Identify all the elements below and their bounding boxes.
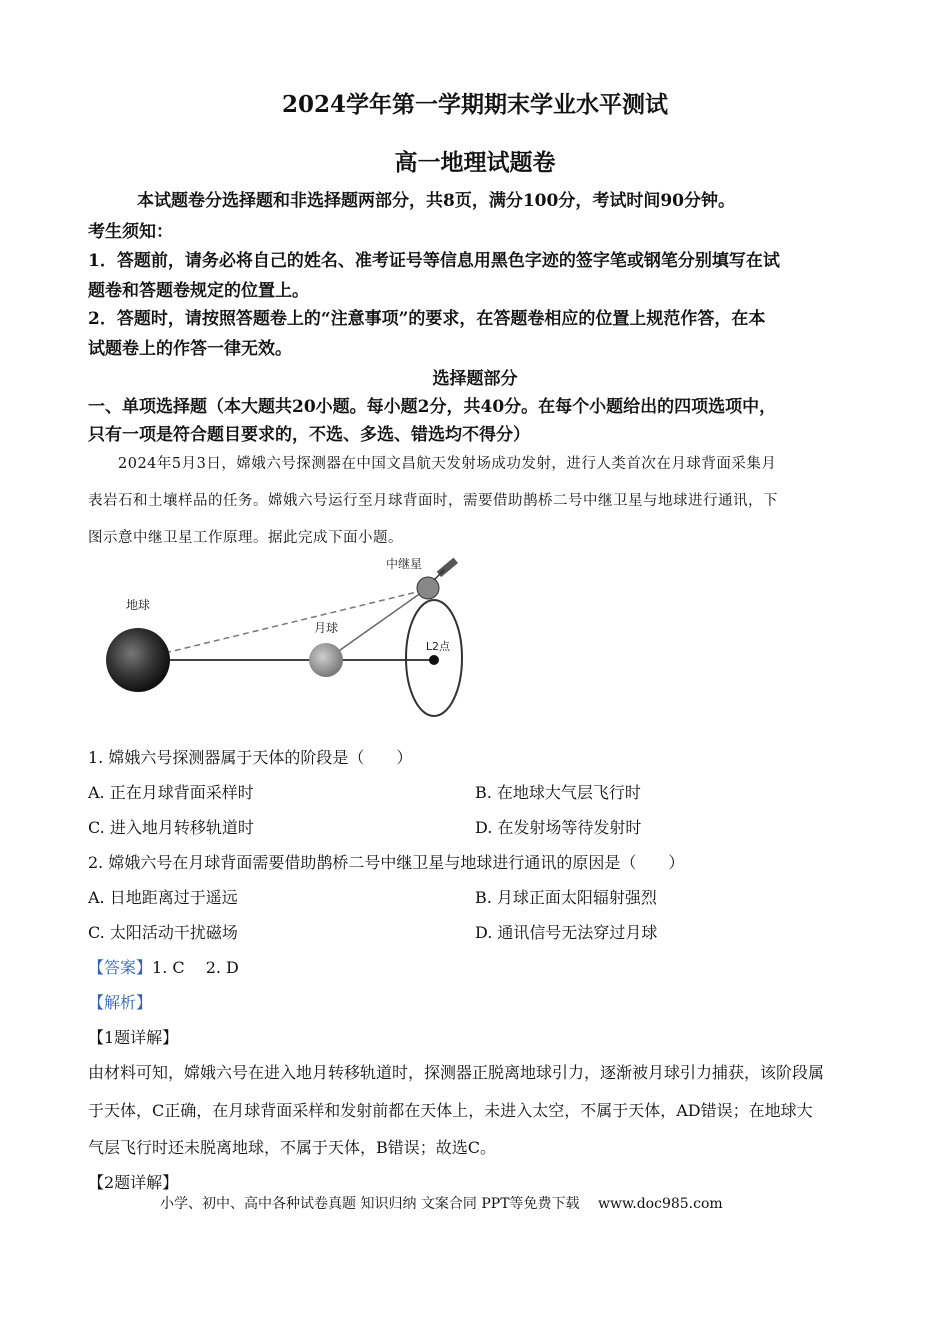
part-instructions: 只有一项是符合题目要求的，不选、多选、错选均不得分） [88, 425, 530, 445]
q1-detail-line: 于天体，C正确，在月球背面采样和发射前都在天体上，未进入太空，不属于天体，AD错误；在地球大 [88, 1101, 813, 1120]
question-1-option-d: D. 在发射场等待发射时 [475, 818, 642, 837]
question-1-option-c: C. 进入地月转移轨道时 [88, 818, 254, 837]
exam-subtitle: 高一地理试题卷 [394, 149, 556, 176]
earth-label: 地球 [125, 598, 151, 612]
notice-line: 试题卷上的作答一律无效。 [88, 339, 292, 359]
moon-label: 月球 [313, 621, 339, 635]
notice-heading: 考生须知： [88, 222, 173, 242]
question-2-option-b: B. 月球正面太阳辐射强烈 [475, 888, 657, 907]
question-2-stem: 2. 嫦娥六号在月球背面需要借助鹊桥二号中继卫星与地球进行通讯的原因是（ ） [88, 853, 685, 872]
notice-line: 2．答题时，请按照答题卷上的“注意事项”的要求，在答题卷相应的位置上规范作答，在本 [88, 309, 766, 329]
exam-title: 2024学年第一学期期末学业水平测试 [281, 91, 668, 118]
question-1-stem: 1. 嫦娥六号探测器属于天体的阶段是（ ） [88, 748, 413, 767]
relay-satellite-icon [417, 558, 458, 599]
relay-satellite-diagram [100, 550, 480, 726]
l2-point-icon [429, 655, 439, 665]
q1-detail-line: 由材料可知，嫦娥六号在进入地月转移轨道时，探测器正脱离地球引力，逐渐被月球引力捕获，该阶段属 [88, 1063, 825, 1082]
material-line: 2024年5月3日，嫦娥六号探测器在中国文昌航天发射场成功发射，进行人类首次在月球背面采集月 [88, 456, 777, 472]
earth-icon [106, 628, 170, 692]
q1-detail-tag: 【1题详解】 [88, 1028, 179, 1047]
material-line: 表岩石和土壤样品的任务。嫦娥六号运行至月球背面时，需要借助鹊桥二号中继卫星与地球进行通讯，下 [88, 493, 778, 509]
question-2-option-c: C. 太阳活动干扰磁场 [88, 923, 238, 942]
relay-label: 中继星 [385, 557, 423, 571]
answer-tag: 【答案】 [88, 958, 153, 977]
notice-line: 1．答题前，请务必将自己的姓名、准考证号等信息用黑色字迹的签字笔或钢笔分别填写在试 [88, 251, 780, 271]
question-2-option-d: D. 通讯信号无法穿过月球 [475, 923, 658, 942]
material-line: 图示意中继卫星工作原理。据此完成下面小题。 [88, 530, 403, 546]
exam-intro: 本试题卷分选择题和非选择题两部分，共8页，满分100分，考试时间90分钟。 [137, 191, 735, 211]
q2-detail-tag: 【2题详解】 [88, 1173, 179, 1192]
question-2-option-a: A. 日地距离过于遥远 [88, 888, 238, 907]
answer-text: 1. C 2. D [152, 958, 239, 977]
analysis-tag: 【解析】 [88, 993, 153, 1012]
question-1-option-b: B. 在地球大气层飞行时 [475, 783, 641, 802]
question-1-option-a: A. 正在月球背面采样时 [88, 783, 254, 802]
page-footer: 小学、初中、高中各种试卷真题 知识归纳 文案合同 PPT等免费下载 www.doc985.com [160, 1196, 723, 1212]
l2-label: L2点 [425, 640, 451, 653]
earth-relay-link [136, 590, 425, 660]
q1-detail-line: 气层飞行时还未脱离地球，不属于天体，B错误；故选C。 [88, 1138, 497, 1157]
part-instructions: 一、单项选择题（本大题共20小题。每小题2分，共40分。在每个小题给出的四项选项中， [88, 397, 777, 417]
notice-line: 题卷和答题卷规定的位置上。 [88, 281, 309, 301]
section-title: 选择题部分 [432, 369, 518, 389]
moon-icon [309, 643, 343, 677]
answer-line [88, 955, 239, 978]
